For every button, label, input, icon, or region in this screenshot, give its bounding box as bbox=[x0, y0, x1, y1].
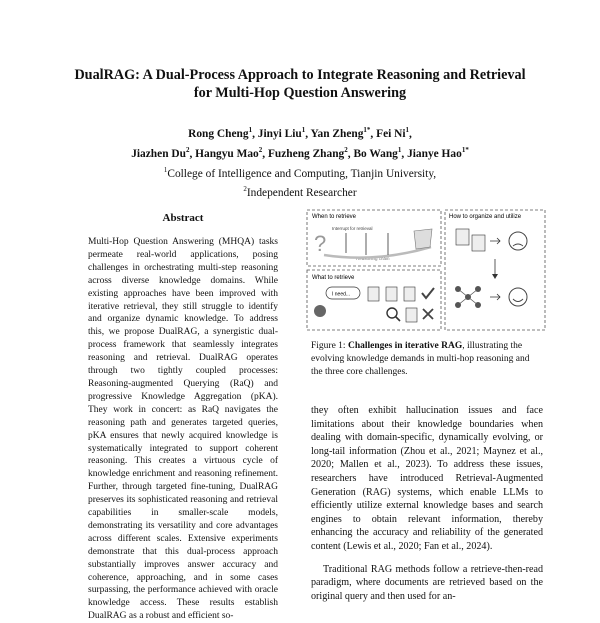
doc-icon bbox=[404, 287, 415, 301]
person-icon bbox=[314, 305, 326, 317]
doc-icon bbox=[406, 308, 417, 322]
label-what: What to retrieve bbox=[312, 275, 355, 281]
doc-icon bbox=[368, 287, 379, 301]
author-sup: 2 bbox=[185, 145, 190, 154]
paper-title bbox=[40, 66, 560, 102]
author-sup: 1 bbox=[301, 126, 306, 134]
label-interrupt: Interrupt for retrieval bbox=[332, 226, 373, 231]
reasoning-chain-line bbox=[324, 247, 431, 258]
arrow-icon bbox=[490, 238, 500, 244]
question-icon: ? bbox=[314, 231, 327, 256]
author-name: Fei Ni bbox=[376, 127, 406, 140]
paragraph-1: they often exhibit hallucination issues and face limitations about their knowledge boundaries when dealing with domain-specific, dynamically evolving, or long-tail information (Zhou et al., 2021; Maynez et al., 2020; Mallen et al., 2023). To address these issues, researchers have introduced Retrieval-Augmented Generation (RAG) systems, which enable LLMs to efficiently utilize external knowledge bases and search engines to obtain relevant information, thereby enhancing the accuracy and reliability of the generated content (Lewis et al., 2020; Fan et al., 2024). bbox=[311, 405, 543, 552]
author-sup: 2 bbox=[258, 145, 263, 154]
title-line-1: DualRAG: A Dual-Process Approach to Integrate Reasoning and Retrieval bbox=[74, 67, 526, 83]
abstract-text: Multi-Hop Question Answering (MHQA) tasks permeate real-world applications, posing challenges in orchestrating multi-step reasoning across diverse knowledge domains. While existing approaches have been improved with iterative retrieval, they still struggle to identify and organize dynamic knowledge. To address this, we propose DualRAG, a synergistic dual-process framework that seamlessly integrates reasoning and retrieval. DualRAG operates through two tightly coupled processes: Reasoning-augmented Querying (RaQ) and progressive Knowledge Aggregation (pKA). They work in concert: as RaQ navigates the reasoning path and generates targeted queries, pKA ensures that newly acquired knowledge is systematically integrated to support coherent reasoning. This creates a virtuous cycle of knowledge enrichment and reasoning refinement. Further, through targeted fine-tuning, DualRAG preserves its sophisticated reasoning and retrieval capabilities in smaller-scale models, demonstrating its versatility and core advantages across different scales. Extensive experiments demonstrate that this dual-process approach substantially improves answer accuracy and coherence, approaching, and in some cases surpassing, the performance achieved with oracle knowledge access. These results establish DualRAG as a robust and efficient so- bbox=[88, 237, 278, 622]
author-sup: 1 bbox=[405, 126, 410, 134]
author-sup: 1 bbox=[248, 126, 253, 134]
author-sup: 1* bbox=[363, 126, 371, 134]
author-name: Yan Zheng bbox=[310, 127, 364, 140]
author-name: Jiazhen Du bbox=[131, 147, 186, 160]
paragraph-2: Traditional RAG methods follow a retrieve-then-read paradigm, where documents are retrieved based on the original query and then used for an- bbox=[311, 563, 543, 602]
abstract-heading: Abstract bbox=[162, 212, 204, 224]
figure-caption: Figure 1: Challenges in iterative RAG, illustrating the evolving knowledge demands in multi-hop reasoning and the three core challenges. bbox=[311, 341, 530, 377]
author-block bbox=[60, 122, 540, 201]
doc-icon bbox=[386, 287, 397, 301]
author-name: Jinyi Liu bbox=[257, 127, 302, 140]
title-line-2: for Multi-Hop Question Answering bbox=[193, 85, 407, 101]
author-name: Rong Cheng bbox=[188, 127, 249, 140]
happy-face-icon bbox=[509, 288, 527, 306]
check-icon bbox=[422, 288, 434, 298]
author-name: Jianye Hao bbox=[407, 147, 462, 160]
label-how: How to organize and utilize bbox=[449, 214, 522, 220]
arrow-icon bbox=[490, 294, 500, 300]
label-chain: Reasoning chain bbox=[356, 256, 390, 261]
author-sup: 1 bbox=[397, 145, 402, 154]
cross-icon bbox=[423, 309, 433, 319]
author-line-1: Rong Cheng$^1$, Jinyi Liu$^1$, Yan Zheng$^{1*}$, Fei Ni$^1$, bbox=[188, 126, 412, 140]
affiliation-2: $^2$Independent Researcher bbox=[243, 185, 357, 200]
author-name: Bo Wang bbox=[353, 147, 398, 160]
author-sup: 1* bbox=[461, 145, 469, 154]
folder-icon bbox=[414, 229, 432, 249]
label-when: When to retrieve bbox=[312, 214, 357, 220]
author-name: Hangyu Mao bbox=[195, 147, 259, 160]
author-sup: 2 bbox=[344, 145, 348, 154]
figure-1 bbox=[306, 207, 546, 331]
affiliation-1: $^1$College of Intelligence and Computing, Tianjin University, bbox=[163, 165, 437, 180]
sad-face-icon bbox=[509, 232, 527, 250]
author-name: Fuzheng Zhang bbox=[267, 147, 345, 160]
label-need: I need... bbox=[332, 291, 351, 298]
doc-icon bbox=[456, 229, 469, 245]
author-line-2: Jiazhen Du$^2$, Hangyu Mao$^2$, Fuzheng Zhang$^2$, Bo Wang$^1$, Jianye Hao$^{1*}$ bbox=[131, 145, 469, 160]
doc-icon bbox=[472, 235, 485, 251]
body-text bbox=[311, 404, 543, 612]
